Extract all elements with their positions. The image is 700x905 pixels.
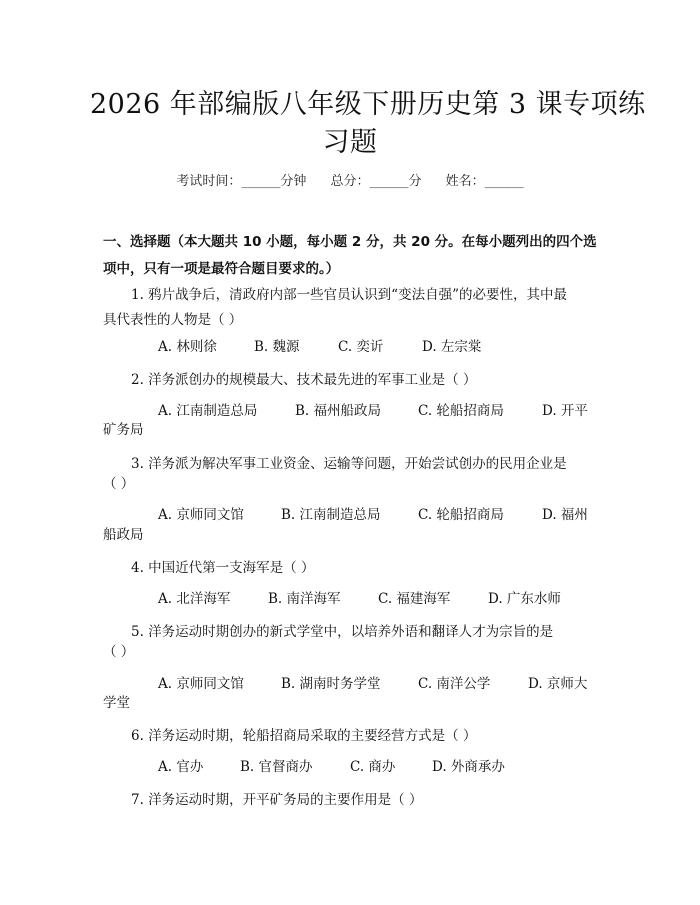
option-b[interactable]: B. 湖南时务学堂 xyxy=(281,676,381,692)
option-d[interactable]: D. 福州 xyxy=(542,507,588,523)
option-c[interactable]: C. 轮船招商局 xyxy=(418,507,504,523)
section-heading-line-2: 项中，只有一项是最符合题目要求的。） xyxy=(103,261,340,277)
question-3-options-continued: 船政局 xyxy=(103,527,144,543)
question-2-options-continued: 矿务局 xyxy=(103,422,144,438)
exam-score-field: 总分：______分 xyxy=(330,174,422,189)
option-b[interactable]: B. 江南制造总局 xyxy=(281,507,381,523)
option-d[interactable]: D. 开平 xyxy=(542,403,588,419)
question-3-options xyxy=(158,503,588,523)
question-1-continued: 具代表性的人物是（ ） xyxy=(103,312,243,328)
option-b[interactable]: B. 福州船政局 xyxy=(295,403,382,419)
question-2: 2. 洋务派创办的规模最大、技术最先进的军事工业是（ ） xyxy=(131,372,477,388)
option-a[interactable]: A. 京师同文馆 xyxy=(158,507,244,523)
exam-meta xyxy=(0,170,700,189)
option-b[interactable]: B. 魏源 xyxy=(254,339,300,355)
question-6-options xyxy=(158,755,505,775)
question-3: 3. 洋务派为解决军事工业资金、运输等问题，开始尝试创办的民用企业是 xyxy=(131,456,567,472)
question-6: 6. 洋务运动时期，轮船招商局采取的主要经营方式是（ ） xyxy=(131,728,477,744)
option-d[interactable]: D. 广东水师 xyxy=(488,591,561,607)
question-1: 1. 鸦片战争后，清政府内部一些官员认识到“变法自强”的必要性，其中最 xyxy=(131,287,567,303)
document-title-line-1: 2026 年部编版八年级下册历史第 3 课专项练 xyxy=(90,89,646,120)
option-c[interactable]: C. 南洋公学 xyxy=(418,676,491,692)
option-d[interactable]: D. 京师大 xyxy=(528,676,588,692)
question-4-options xyxy=(158,587,561,607)
question-5: 5. 洋务运动时期创办的新式学堂中，以培养外语和翻译人才为宗旨的是 xyxy=(131,624,554,640)
section-heading-line-1: 一、选择题（本大题共 10 小题，每小题 2 分，共 20 分。在每小题列出的四个选 xyxy=(103,234,597,250)
option-a[interactable]: A. 官办 xyxy=(158,759,204,775)
option-c[interactable]: C. 福建海军 xyxy=(378,591,451,607)
document-title-line-2: 习题 xyxy=(322,127,378,158)
option-a[interactable]: A. 京师同文馆 xyxy=(158,676,244,692)
question-4: 4. 中国近代第一支海军是（ ） xyxy=(131,560,315,576)
exam-name-field: 姓名：______ xyxy=(445,174,524,189)
option-a[interactable]: A. 北洋海军 xyxy=(158,591,231,607)
exam-time-field: 考试时间：______分钟 xyxy=(176,174,307,189)
option-c[interactable]: C. 轮船招商局 xyxy=(418,403,504,419)
option-b[interactable]: B. 官督商办 xyxy=(240,759,313,775)
question-5-options-continued: 学堂 xyxy=(103,695,130,711)
option-b[interactable]: B. 南洋海军 xyxy=(268,591,341,607)
question-5-continued: （ ） xyxy=(103,644,135,660)
question-7: 7. 洋务运动时期，开平矿务局的主要作用是（ ） xyxy=(131,792,423,808)
option-a[interactable]: A. 林则徐 xyxy=(158,339,217,355)
question-2-options xyxy=(158,399,588,419)
option-d[interactable]: D. 左宗棠 xyxy=(422,339,482,355)
option-a[interactable]: A. 江南制造总局 xyxy=(158,403,258,419)
option-c[interactable]: C. 商办 xyxy=(350,759,396,775)
question-1-options xyxy=(158,335,481,355)
option-c[interactable]: C. 奕䜣 xyxy=(338,339,384,355)
question-3-continued: （ ） xyxy=(103,476,135,492)
option-d[interactable]: D. 外商承办 xyxy=(432,759,505,775)
question-5-options xyxy=(158,672,587,692)
